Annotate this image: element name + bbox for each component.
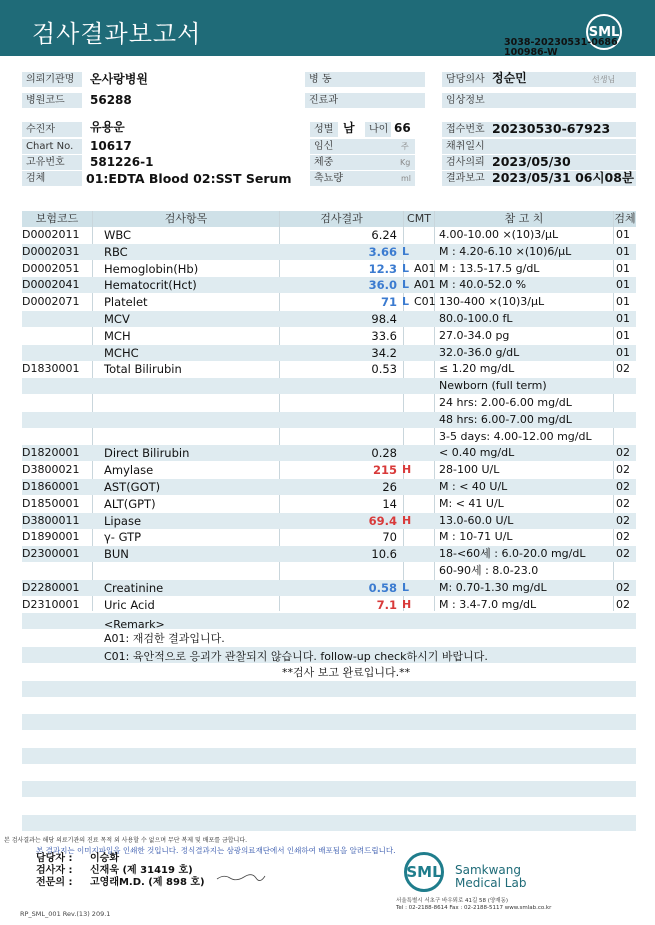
table-lab: 01 bbox=[616, 312, 630, 325]
accession-label: 접수번호 bbox=[442, 122, 636, 137]
table-result: 10.6 bbox=[371, 547, 397, 562]
table-ref: ≤ 1.20 mg/dL bbox=[439, 362, 515, 376]
table-ref: 24 hrs: 2.00-6.00 mg/dL bbox=[439, 396, 572, 409]
table-lab: 02 bbox=[616, 580, 630, 594]
pregnancy-unit: 주 bbox=[401, 142, 409, 151]
table-lab: 01 bbox=[616, 295, 630, 309]
sml-logo-icon: SML bbox=[586, 14, 622, 50]
table-code: D0002051 bbox=[22, 261, 80, 275]
hospital-code-value: 56288 bbox=[90, 93, 132, 107]
table-code: D1830001 bbox=[22, 362, 80, 376]
table-lab: 01 bbox=[616, 328, 630, 342]
table-code: D1890001 bbox=[22, 530, 80, 544]
patient-label: 수진자 bbox=[22, 122, 82, 137]
header-ref: 참 고 치 bbox=[435, 211, 613, 227]
table-result: 0.28 bbox=[371, 446, 397, 461]
doctor-value: 정순민 bbox=[492, 71, 527, 85]
table-result: 34.2 bbox=[371, 345, 397, 360]
doctor-label: 담당의사 bbox=[442, 72, 636, 87]
table-result: 12.3 bbox=[368, 261, 397, 276]
table-item: Hemoglobin(Hb) bbox=[104, 261, 199, 276]
table-item: Amylase bbox=[104, 463, 154, 478]
header-lab: 검체 bbox=[614, 212, 636, 225]
table-result: 71 bbox=[380, 295, 397, 310]
table-lab: 02 bbox=[616, 513, 630, 527]
table-result: 7.1 bbox=[376, 597, 397, 612]
chart-value: 10617 bbox=[90, 139, 132, 153]
table-item: BUN bbox=[104, 547, 129, 562]
samkwang-logo-icon: SML bbox=[404, 852, 444, 892]
table-ref: 4.00-10.00 ×(10)3/μL bbox=[439, 228, 559, 241]
table-ref: M : 3.4-7.0 mg/dL bbox=[439, 597, 537, 611]
table-result: 69.4 bbox=[368, 513, 397, 528]
table-item: MCH bbox=[104, 328, 131, 343]
collect-label: 채취일시 bbox=[442, 139, 636, 154]
clinical-label: 임상정보 bbox=[442, 93, 636, 108]
urine-unit: ml bbox=[401, 174, 412, 183]
hospital-code-label: 병원코드 bbox=[22, 93, 82, 108]
table-lab: 02 bbox=[616, 597, 630, 611]
company-contact: Tel : 02-2188-8614 Fax : 02-2188-5117 www.smlab.co.kr bbox=[396, 905, 552, 911]
table-ref: 60-90세 : 8.0-23.0 bbox=[439, 564, 539, 577]
accession-value: 20230530-67923 bbox=[492, 121, 611, 136]
table-code: D3800011 bbox=[22, 513, 80, 527]
table-result: 14 bbox=[382, 496, 397, 511]
report-complete: **검사 보고 완료입니다.** bbox=[282, 666, 411, 679]
institution-value: 온사랑병원 bbox=[90, 72, 148, 86]
table-result: 98.4 bbox=[371, 312, 397, 326]
table-ref: Newborn (full term) bbox=[439, 379, 547, 393]
specimen-label: 검체 bbox=[22, 171, 82, 186]
table-result: 33.6 bbox=[371, 328, 397, 343]
table-ref: M : 4.20-6.10 ×(10)6/μL bbox=[439, 244, 572, 258]
table-item: ALT(GPT) bbox=[104, 496, 156, 511]
age-value: 66 bbox=[394, 121, 411, 135]
table-code: D1860001 bbox=[22, 480, 80, 493]
table-cmt: A01 bbox=[414, 278, 436, 292]
table-ref: 32.0-36.0 g/dL bbox=[439, 345, 520, 359]
dept-label: 진료과 bbox=[305, 93, 425, 108]
specialist-value: 고영래M.D. (제 898 호) bbox=[90, 877, 205, 888]
patient-value: 유용운 bbox=[90, 120, 125, 134]
table-cmt: C01 bbox=[414, 295, 436, 309]
table-result: 215 bbox=[372, 463, 397, 478]
urine-label: 축뇨량 bbox=[310, 171, 415, 186]
table-flag: H bbox=[402, 597, 412, 611]
document-number: 3038-20230531-0686 100986-W bbox=[504, 37, 618, 58]
table-lab: 01 bbox=[616, 244, 630, 258]
row-stripe bbox=[22, 748, 636, 764]
table-ref: 130-400 ×(10)3/μL bbox=[439, 295, 545, 309]
weight-unit: Kg bbox=[400, 158, 411, 167]
header-result: 검사결과 bbox=[280, 211, 403, 227]
table-ref: 13.0-60.0 U/L bbox=[439, 513, 514, 527]
header-code: 보험코드 bbox=[22, 211, 92, 227]
row-stripe bbox=[22, 681, 636, 697]
row-stripe bbox=[22, 781, 636, 797]
table-item: MCV bbox=[104, 312, 130, 326]
legal-notice: 본 검사결과는 해당 의료기관의 진료 목적 외 사용할 수 없으며 무단 복제 및 배포를 금합니다. bbox=[4, 837, 248, 844]
table-lab: 01 bbox=[616, 345, 630, 359]
header-cmt: CMT bbox=[404, 211, 434, 227]
table-result: 70 bbox=[382, 530, 397, 545]
table-item: γ- GTP bbox=[104, 530, 142, 545]
company-address: 서울특별시 서초구 바우뫼로 41길 58 (양재동) bbox=[396, 898, 509, 904]
table-result: 0.53 bbox=[371, 362, 397, 377]
examiner-value: 신재욱 (제 31419 호) bbox=[90, 865, 193, 876]
table-result: 0.58 bbox=[368, 580, 397, 595]
table-item: Platelet bbox=[104, 295, 148, 310]
row-stripe bbox=[22, 714, 636, 730]
table-flag: H bbox=[402, 513, 412, 527]
institution-label: 의뢰기관명 bbox=[22, 72, 82, 87]
company-name: Samkwang Medical Lab bbox=[455, 863, 527, 890]
table-lab: 02 bbox=[616, 362, 630, 376]
table-lab: 02 bbox=[616, 530, 630, 544]
remark-title: <Remark> bbox=[104, 618, 165, 631]
unique-label: 고유번호 bbox=[22, 155, 82, 170]
signature-icon bbox=[216, 873, 266, 881]
table-item: Creatinine bbox=[104, 580, 164, 595]
table-ref: 3-5 days: 4.00-12.00 mg/dL bbox=[439, 429, 592, 443]
table-lab: 02 bbox=[616, 547, 630, 561]
table-code: D2300001 bbox=[22, 547, 80, 561]
ward-label: 병 동 bbox=[305, 72, 425, 87]
table-ref: 27.0-34.0 pg bbox=[439, 328, 510, 342]
table-item: MCHC bbox=[104, 345, 139, 360]
table-result: 6.24 bbox=[371, 228, 397, 242]
table-flag: L bbox=[402, 580, 410, 594]
table-lab: 02 bbox=[616, 446, 630, 460]
table-item: Lipase bbox=[104, 513, 142, 528]
table-ref: 18-<60세 : 6.0-20.0 mg/dL bbox=[439, 547, 586, 561]
request-value: 2023/05/30 bbox=[492, 154, 571, 169]
table-lab: 02 bbox=[616, 496, 630, 510]
table-ref: M : 10-71 U/L bbox=[439, 530, 513, 544]
table-item: Hematocrit(Hct) bbox=[104, 278, 197, 293]
table-ref: < 0.40 mg/dL bbox=[439, 446, 515, 460]
table-ref: 80.0-100.0 fL bbox=[439, 312, 513, 325]
table-code: D2310001 bbox=[22, 597, 80, 611]
table-ref: 48 hrs: 6.00-7.00 mg/dL bbox=[439, 412, 572, 426]
sex-value: 남 bbox=[343, 121, 355, 135]
table-lab: 02 bbox=[616, 480, 630, 493]
doctor-suffix: 선생님 bbox=[592, 75, 616, 84]
table-code: D3800021 bbox=[22, 463, 80, 477]
age-label: 나이 bbox=[365, 122, 391, 137]
table-item: WBC bbox=[104, 228, 132, 242]
specialist-label: 전문의 : bbox=[36, 877, 73, 888]
table-flag: L bbox=[402, 278, 410, 292]
chart-label: Chart No. bbox=[22, 139, 82, 154]
table-item: Total Bilirubin bbox=[104, 362, 182, 377]
header-item: 검사항목 bbox=[93, 211, 279, 227]
table-code: D1850001 bbox=[22, 496, 80, 510]
table-code: D1820001 bbox=[22, 446, 80, 460]
table-code: D2280001 bbox=[22, 580, 80, 594]
table-item: Uric Acid bbox=[104, 597, 155, 612]
sex-label: 성별 bbox=[310, 122, 338, 137]
table-ref: M: < 41 U/L bbox=[439, 496, 504, 510]
table-ref: M : 13.5-17.5 g/dL bbox=[439, 261, 540, 275]
table-ref: M : < 40 U/L bbox=[439, 480, 508, 493]
table-code: D0002071 bbox=[22, 295, 80, 309]
table-flag: L bbox=[402, 261, 410, 275]
table-code: D0002041 bbox=[22, 278, 80, 292]
table-ref: M : 40.0-52.0 % bbox=[439, 278, 527, 292]
table-item: RBC bbox=[104, 244, 128, 259]
table-flag: H bbox=[402, 463, 412, 477]
table-item: Direct Bilirubin bbox=[104, 446, 190, 461]
table-lab: 02 bbox=[616, 463, 630, 477]
unique-value: 581226-1 bbox=[90, 155, 154, 169]
table-lab: 01 bbox=[616, 228, 630, 241]
print-notice: 본 결과지는 이미지파일을 인쇄한 것입니다. 정식결과지는 삼광의료재단에서 인쇄하여 배포됨을 알려드립니다. bbox=[36, 846, 396, 855]
specimen-value: 01:EDTA Blood 02:SST Serum bbox=[86, 171, 292, 186]
pregnancy-label: 임신 bbox=[310, 139, 415, 154]
table-result: 26 bbox=[382, 480, 397, 494]
manager-label: 담당자 : bbox=[36, 853, 73, 864]
report-label: 결과보고 bbox=[442, 171, 636, 186]
remark-a01: A01: 재검한 결과입니다. bbox=[104, 632, 225, 645]
table-code: D0002031 bbox=[22, 244, 80, 258]
report-value: 2023/05/31 06시08분 bbox=[492, 170, 635, 185]
table-cmt: A01 bbox=[414, 261, 436, 275]
table-result: 3.66 bbox=[368, 244, 397, 259]
table-lab: 01 bbox=[616, 261, 630, 275]
examiner-label: 검사자 : bbox=[36, 865, 73, 876]
report-title: 검사결과보고서 bbox=[32, 20, 202, 48]
remark-c01: C01: 육안적으로 응괴가 관찰되지 않습니다. follow-up check하시기 바랍니다. bbox=[104, 650, 488, 663]
revision-code: RP_SML_001 Rev.(13) 209.1 bbox=[20, 910, 111, 918]
table-item: AST(GOT) bbox=[104, 480, 161, 494]
row-stripe bbox=[22, 815, 636, 831]
table-ref: M: 0.70-1.30 mg/dL bbox=[439, 580, 547, 594]
request-label: 검사의뢰 bbox=[442, 155, 636, 170]
table-ref: 28-100 U/L bbox=[439, 463, 500, 477]
table-result: 36.0 bbox=[368, 278, 397, 293]
table-flag: L bbox=[402, 295, 410, 309]
manager-value: 이승화 bbox=[90, 853, 119, 864]
table-lab: 01 bbox=[616, 278, 630, 292]
table-code: D0002011 bbox=[22, 228, 80, 241]
table-flag: L bbox=[402, 244, 410, 258]
weight-label: 체중 bbox=[310, 155, 415, 170]
